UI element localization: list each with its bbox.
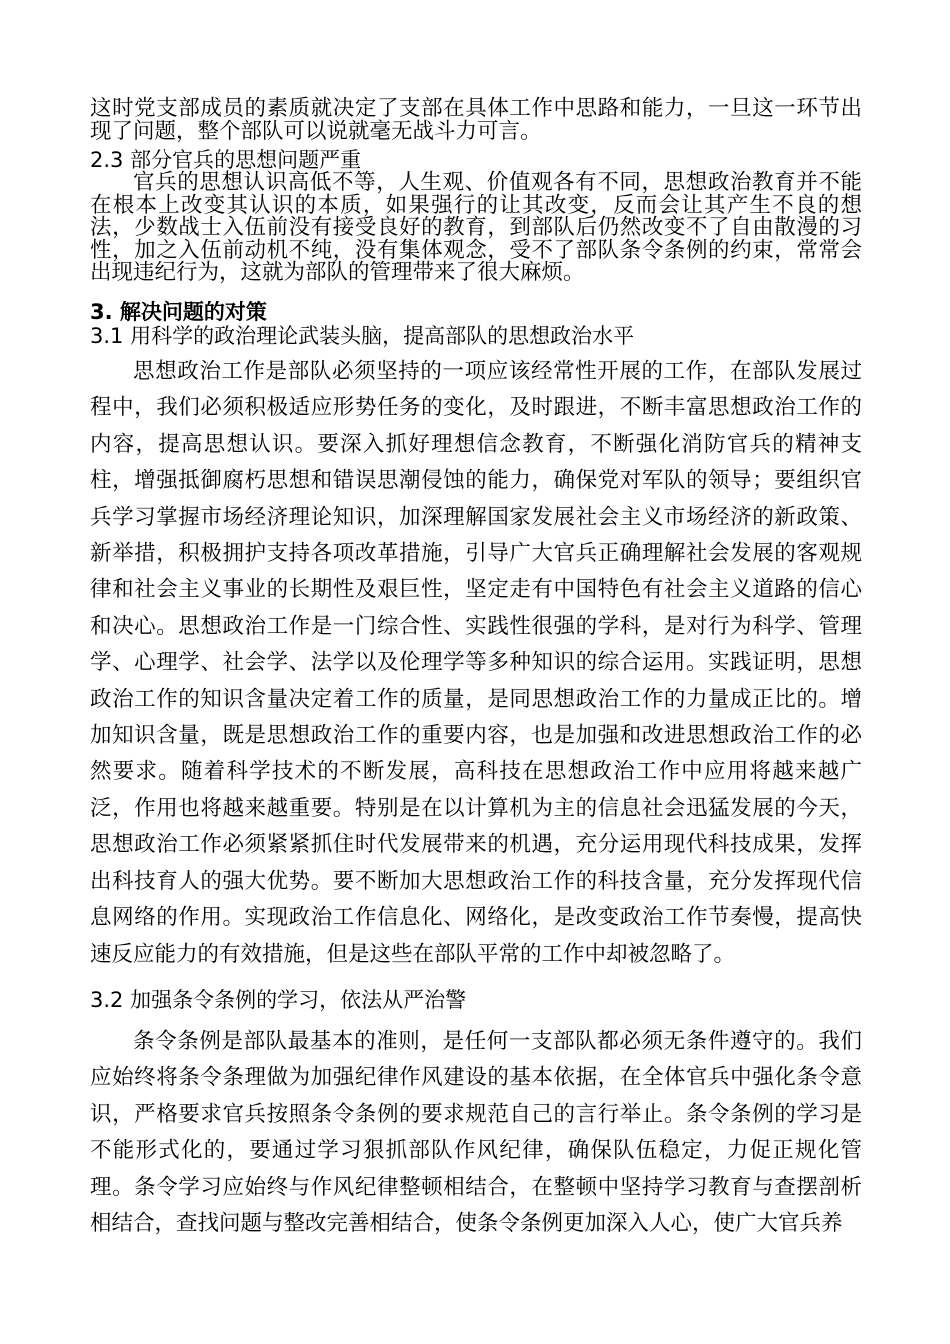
heading-3-2: 3.2 加强条令条例的学习，依法从严治警 xyxy=(90,988,467,1012)
heading-2-3: 2.3 部分官兵的思想问题严重 xyxy=(90,148,362,172)
heading-3: 3. 解决问题的对策 xyxy=(90,300,267,324)
heading-3-1: 3.1 用科学的政治理论武装头脑，提高部队的思想政治水平 xyxy=(90,324,635,348)
paragraph-3-1: 思想政治工作是部队必须坚持的一项应该经常性开展的工作，在部队发展过程中，我们必须积极适应形势任务的变化，及时跟进，不断丰富思想政治工作的内容，提高思想认识。要深入抓好理想信念教育，不断强化消防官兵的精神支柱，增强抵御腐朽思想和错误思潮侵蚀的能力，确保党对军队的领导；要组织官兵学习掌握市场经济理论知识，加深理解国家发展社会主义市场经济的新政策、新举措，积极拥护支持各项改革措施，引导广大官兵正确理解社会发展的客观规律和社会主义事业的长期性及艰巨性，坚定走有中国特色有社会主义道路的信心和决心。思想政治工作是一门综合性、实践性很强的学科，是对行为科学、管理学、心理学、社会学、法学以及伦理学等多种知识的综合运用。实践证明，思想政治工作的知识含量决定着工作的质量，是同思想政治工作的力量成正比的。增加知识含量，既是思想政治工作的重要内容，也是加强和改进思想政治工作的必然要求。随着科学技术的不断发展，高科技在思想政治工作中应用将越来越广泛，作用也将越来越重要。特别是在以计算机为主的信息社会迅猛发展的今天，思想政治工作必须紧紧抓住时代发展带来的机遇，充分运用现代科技成果，发挥出科技育人的强大优势。要不断加大思想政治工作的科技含量，充分发挥现代信息网络的作用。实现政治工作信息化、网络化，是改变政治工作节奏慢，提高快速反应能力的有效措施，但是这些在部队平常的工作中却被忽略了。 xyxy=(90,359,862,967)
continuation-paragraph: 这时党支部成员的素质就决定了支部在具体工作中思路和能力，一旦这一环节出现了问题，整个部队可以说就毫无战斗力可言。 xyxy=(90,96,862,144)
paragraph-3-2: 条令条例是部队最基本的准则，是任何一支部队都必须无条件遵守的。我们应始终将条令条理做为加强纪律作风建设的基本依据，在全体官兵中强化条令意识，严格要求官兵按照条令条例的要求规范自己的言行举止。条令条例的学习是不能形式化的，要通过学习狠抓部队作风纪律，确保队伍稳定，力促正规化管理。条令学习应始终与作风纪律整顿相结合，在整顿中坚持学习教育与查摆剖析相结合，查找问题与整改完善相结合，使条令条例更加深入人心，使广大官兵养 xyxy=(90,1029,862,1237)
paragraph-2-3: 官兵的思想认识高低不等，人生观、价值观各有不同，思想政治教育并不能在根本上改变其认识的本质，如果强行的让其改变，反而会让其产生不良的想法，少数战士入伍前没有接受良好的教育，到部队后仍然改变不了自由散漫的习性，加之入伍前动机不纯，没有集体观念，受不了部队条令条例的约束，常常会出现违纪行为，这就为部队的管理带来了很大麻烦。 xyxy=(90,170,862,285)
